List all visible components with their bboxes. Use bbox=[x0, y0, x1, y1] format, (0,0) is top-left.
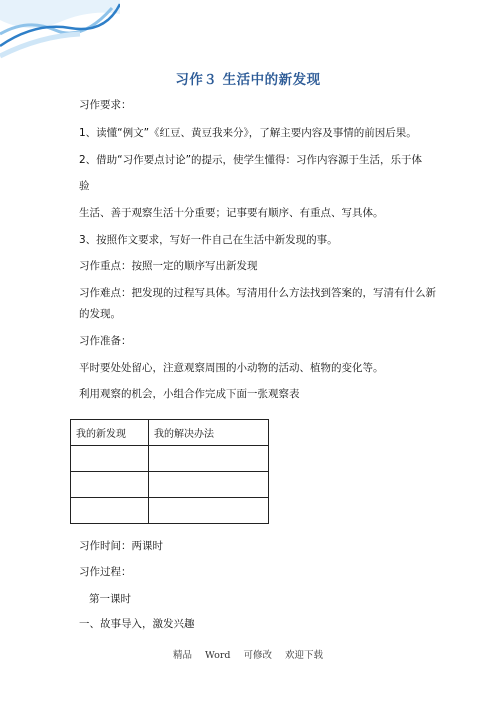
corner-wave-decoration bbox=[0, 0, 120, 70]
footer-item: 精品 bbox=[172, 650, 192, 661]
header-solution: 我的解决办法 bbox=[149, 420, 269, 446]
difficulty: 习作难点：把发现的过程写具体。写清用什么方法找到答案的，写清有什么新 bbox=[79, 287, 436, 299]
table-header-row bbox=[71, 420, 269, 446]
footer-item: Word bbox=[204, 650, 231, 661]
key-point: 习作重点：按照一定的顺序写出新发现 bbox=[79, 260, 258, 272]
process-heading: 习作过程： bbox=[79, 566, 132, 578]
requirement-3: 3、按照作文要求，写好一件自己在生活中新发现的事。 bbox=[79, 234, 338, 246]
preparation-heading: 习作准备： bbox=[79, 335, 132, 347]
preparation-text: 平时要处处留心，注意观察周围的小动物的活动、植物的变化等。 bbox=[79, 362, 384, 374]
table-cell bbox=[71, 498, 149, 524]
table-row bbox=[71, 498, 269, 524]
table-row bbox=[71, 472, 269, 498]
requirements-heading: 习作要求： bbox=[79, 99, 132, 111]
footer-item: 欢迎下载 bbox=[285, 650, 324, 661]
table-cell bbox=[149, 472, 269, 498]
table-cell bbox=[71, 472, 149, 498]
observation-table bbox=[70, 419, 269, 524]
step-one: 一、故事导入，激发兴趣 bbox=[79, 618, 195, 630]
header-discovery: 我的新发现 bbox=[71, 420, 149, 446]
lesson-one: 第一课时 bbox=[89, 593, 131, 605]
table-cell bbox=[71, 446, 149, 472]
footer bbox=[0, 647, 496, 661]
requirement-1: 1、读懂“例文”《红豆、黄豆我来分》，了解主要内容及事情的前因后果。 bbox=[79, 127, 417, 139]
requirement-2-wrap: 验 bbox=[79, 180, 90, 192]
table-cell bbox=[149, 446, 269, 472]
table-cell bbox=[149, 498, 269, 524]
table-intro: 利用观察的机会，小组合作完成下面一张观察表 bbox=[79, 388, 300, 400]
difficulty-cont: 的发现。 bbox=[79, 308, 121, 320]
requirement-2: 2、借助“习作要点讨论”的提示，使学生懂得：习作内容源于生活，乐于体 bbox=[79, 154, 423, 166]
time-info: 习作时间：两课时 bbox=[79, 540, 163, 552]
footer-item: 可修改 bbox=[243, 650, 272, 661]
document-title: 习作３ 生活中的新发现 bbox=[175, 72, 321, 88]
table-row bbox=[71, 446, 269, 472]
requirement-2-cont: 生活、善于观察生活十分重要；记事要有顺序、有重点、写具体。 bbox=[79, 207, 384, 219]
